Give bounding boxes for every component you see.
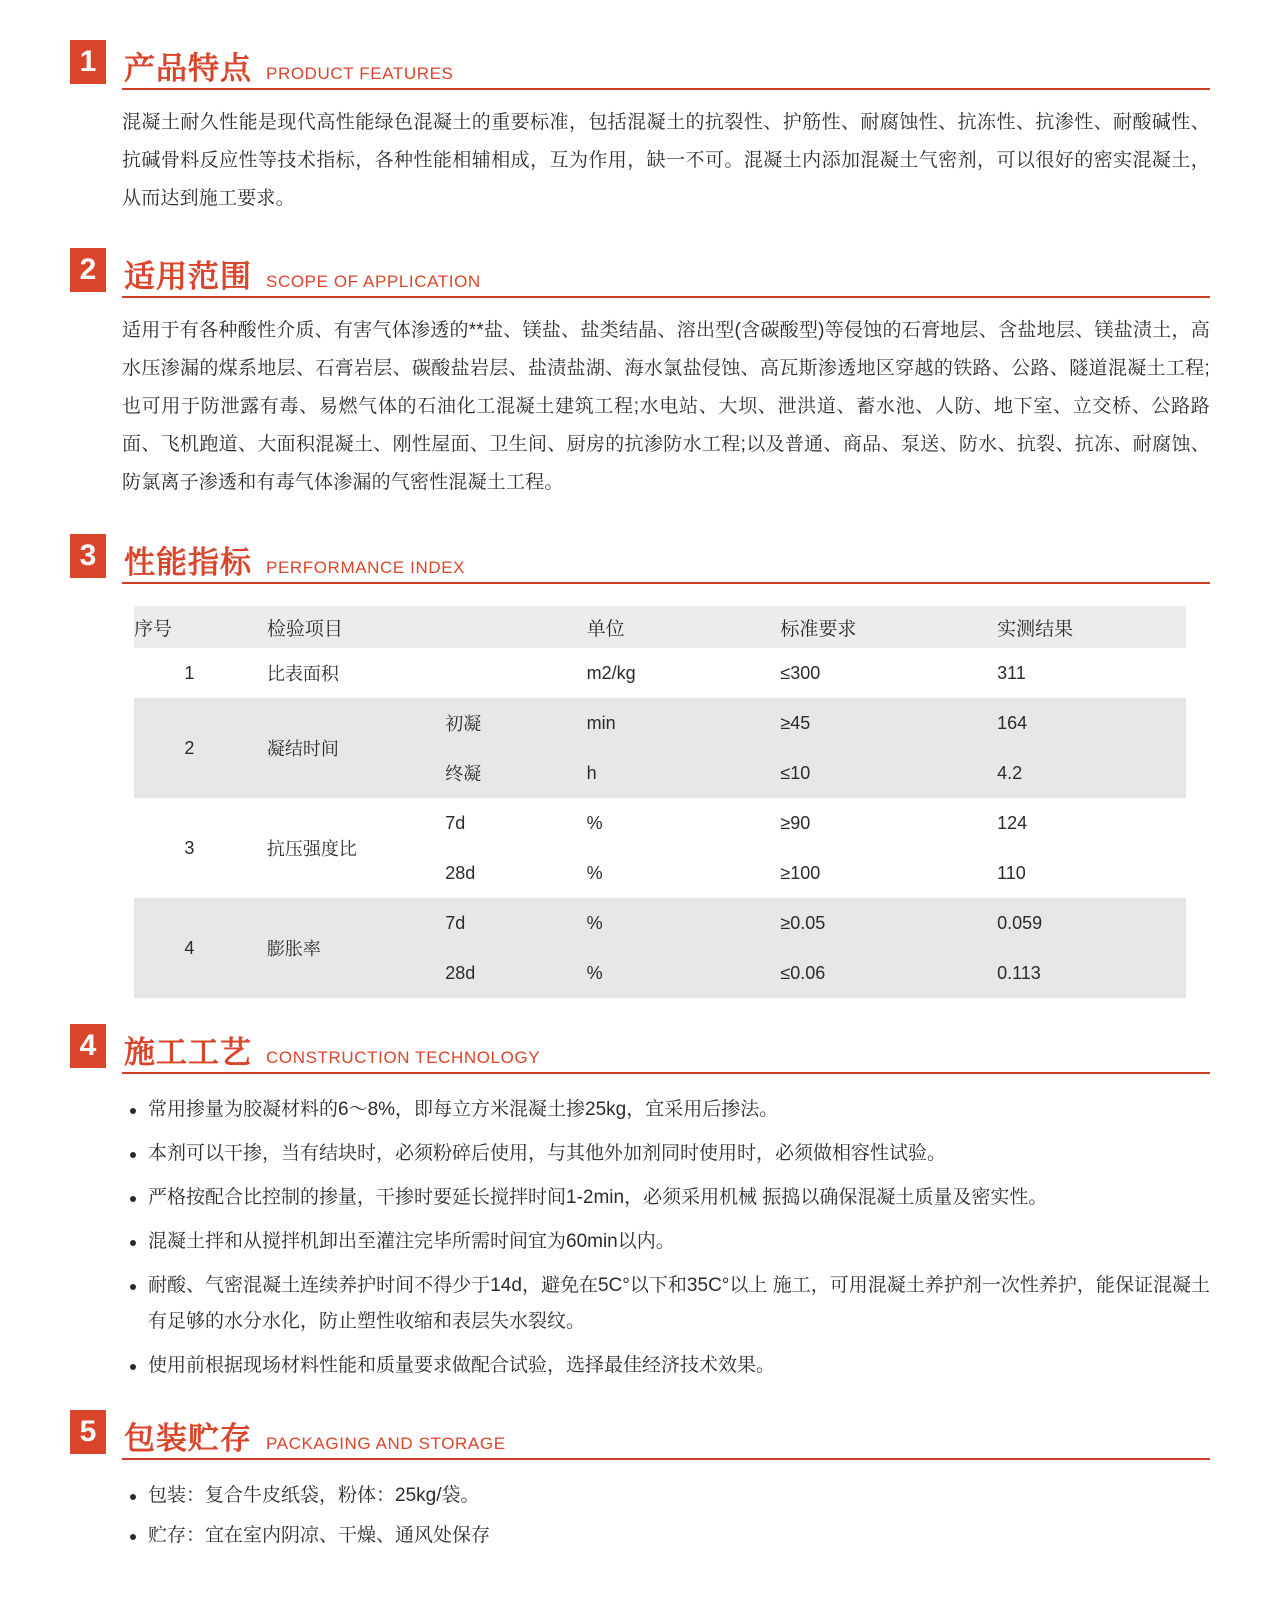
cell-result: 0.059	[997, 898, 1186, 948]
cell-subitem: 7d	[435, 898, 586, 948]
list-item: 常用掺量为胶凝材料的6～8%，即每立方米混凝土掺25kg，宜采用后掺法。	[122, 1092, 1210, 1128]
cell-unit: %	[587, 898, 781, 948]
cell-result: 110	[997, 848, 1186, 898]
cell-standard: ≤300	[780, 648, 997, 698]
section-title-cn: 施工工艺	[124, 1035, 252, 1070]
cell-subitem: 初凝	[435, 698, 586, 748]
section-header	[70, 248, 1210, 298]
table-body	[134, 648, 1186, 998]
section-number-badge: 1	[70, 40, 106, 84]
construction-list	[122, 1092, 1210, 1384]
cell-result: 4.2	[997, 748, 1186, 798]
list-item: 本剂可以干掺，当有结块时，必须粉碎后使用，与其他外加剂同时使用时，必须做相容性试验。	[122, 1136, 1210, 1172]
column-header-no: 序号	[134, 606, 245, 648]
section-product-features	[70, 40, 1210, 218]
section-number-badge: 4	[70, 1024, 106, 1068]
section-title-en: SCOPE OF APPLICATION	[266, 272, 481, 291]
cell-result: 0.113	[997, 948, 1186, 998]
table-row	[134, 648, 1186, 698]
cell-item: 膨胀率	[245, 898, 435, 998]
table-header-row	[134, 606, 1186, 648]
section-header	[70, 40, 1210, 90]
cell-standard: ≥100	[780, 848, 997, 898]
cell-subitem: 28d	[435, 848, 586, 898]
section-scope-of-application	[70, 248, 1210, 502]
section-number-badge: 3	[70, 534, 106, 578]
section-title-cn: 包装贮存	[124, 1421, 252, 1456]
cell-result: 311	[997, 648, 1186, 698]
cell-item: 比表面积	[245, 648, 587, 698]
cell-no: 3	[134, 798, 245, 898]
cell-standard: ≥90	[780, 798, 997, 848]
cell-unit: %	[587, 948, 781, 998]
table-row	[134, 898, 1186, 948]
section-title-cn: 产品特点	[124, 51, 252, 86]
cell-item: 抗压强度比	[245, 798, 435, 898]
cell-item: 凝结时间	[245, 698, 435, 798]
column-header-item: 检验项目	[245, 606, 587, 648]
column-header-unit: 单位	[587, 606, 781, 648]
cell-subitem: 7d	[435, 798, 586, 848]
section-title-en: CONSTRUCTION TECHNOLOGY	[266, 1048, 541, 1067]
cell-unit: m2/kg	[587, 648, 781, 698]
cell-unit: %	[587, 798, 781, 848]
cell-standard: ≤0.06	[780, 948, 997, 998]
section-title-en: PACKAGING AND STORAGE	[266, 1434, 506, 1453]
section-header	[70, 1410, 1210, 1460]
section-title-en: PERFORMANCE INDEX	[266, 558, 466, 577]
section-paragraph: 适用于有各种酸性介质、有害气体渗透的**盐、镁盐、盐类结晶、溶出型(含碳酸型)等侵蚀的石膏地层、含盐地层、镁盐渍土，高水压渗漏的煤系地层、石膏岩层、碳酸盐岩层、盐渍盐湖、海水氯盐侵蚀、高瓦斯渗透地区穿越的铁路、公路、隧道混凝土工程;也可用于防泄露有毒、易燃气体的石油化工混凝土建筑工程;水电站、大坝、泄洪道、蓄水池、人防、地下室、立交桥、公路路面、飞机跑道、大面积混凝土、刚性屋面、卫生间、厨房的抗渗防水工程;以及普通、商品、泵送、防水、抗裂、抗冻、耐腐蚀、防氯离子渗透和有毒气体渗漏的气密性混凝土工程。	[122, 320, 1210, 493]
table-row	[134, 698, 1186, 748]
packaging-list	[122, 1478, 1210, 1554]
cell-result: 164	[997, 698, 1186, 748]
column-header-standard: 标准要求	[780, 606, 997, 648]
list-item: 使用前根据现场材料性能和质量要求做配合试验，选择最佳经济技术效果。	[122, 1348, 1210, 1384]
cell-unit: h	[587, 748, 781, 798]
column-header-result: 实测结果	[997, 606, 1186, 648]
list-item: 混凝土拌和从搅拌机卸出至灌注完毕所需时间宜为60min以内。	[122, 1224, 1210, 1260]
cell-no: 4	[134, 898, 245, 998]
cell-unit: min	[587, 698, 781, 748]
cell-subitem: 终凝	[435, 748, 586, 798]
cell-standard: ≤10	[780, 748, 997, 798]
table-row	[134, 798, 1186, 848]
cell-result: 124	[997, 798, 1186, 848]
list-item: 贮存：宜在室内阴凉、干燥、通风处保存	[122, 1518, 1210, 1554]
section-header	[70, 1024, 1210, 1074]
section-title-en: PRODUCT FEATURES	[266, 64, 454, 83]
list-item: 严格按配合比控制的掺量，干掺时要延长搅拌时间1-2min，必须采用机械 振捣以确保混凝土质量及密实性。	[122, 1180, 1210, 1216]
section-title-cn: 性能指标	[124, 545, 252, 580]
cell-standard: ≥45	[780, 698, 997, 748]
section-construction-technology	[70, 1024, 1210, 1384]
section-header	[70, 534, 1210, 584]
list-item: 包装：复合牛皮纸袋，粉体：25kg/袋。	[122, 1478, 1210, 1514]
cell-standard: ≥0.05	[780, 898, 997, 948]
section-title-cn: 适用范围	[124, 259, 252, 294]
performance-index-table	[134, 606, 1186, 998]
section-packaging-and-storage	[70, 1410, 1210, 1554]
table-header	[134, 606, 1186, 648]
cell-no: 2	[134, 698, 245, 798]
list-item: 耐酸、气密混凝土连续养护时间不得少于14d，避免在5C°以下和35C°以上 施工，可用混凝土养护剂一次性养护，能保证混凝土有足够的水分水化，防止塑性收缩和表层失水裂纹。	[122, 1268, 1210, 1340]
cell-unit: %	[587, 848, 781, 898]
performance-table-wrapper	[134, 606, 1210, 998]
cell-subitem: 28d	[435, 948, 586, 998]
section-paragraph: 混凝土耐久性能是现代高性能绿色混凝土的重要标准，包括混凝土的抗裂性、护筋性、耐腐蚀性、抗冻性、抗渗性、耐酸碱性、抗碱骨料反应性等技术指标，各种性能相辅相成，互为作用，缺一不可。混凝土内添加混凝土气密剂，可以很好的密实混凝土，从而达到施工要求。	[122, 112, 1210, 209]
section-number-badge: 2	[70, 248, 106, 292]
section-performance-index	[70, 534, 1210, 998]
cell-no: 1	[134, 648, 245, 698]
section-number-badge: 5	[70, 1410, 106, 1454]
